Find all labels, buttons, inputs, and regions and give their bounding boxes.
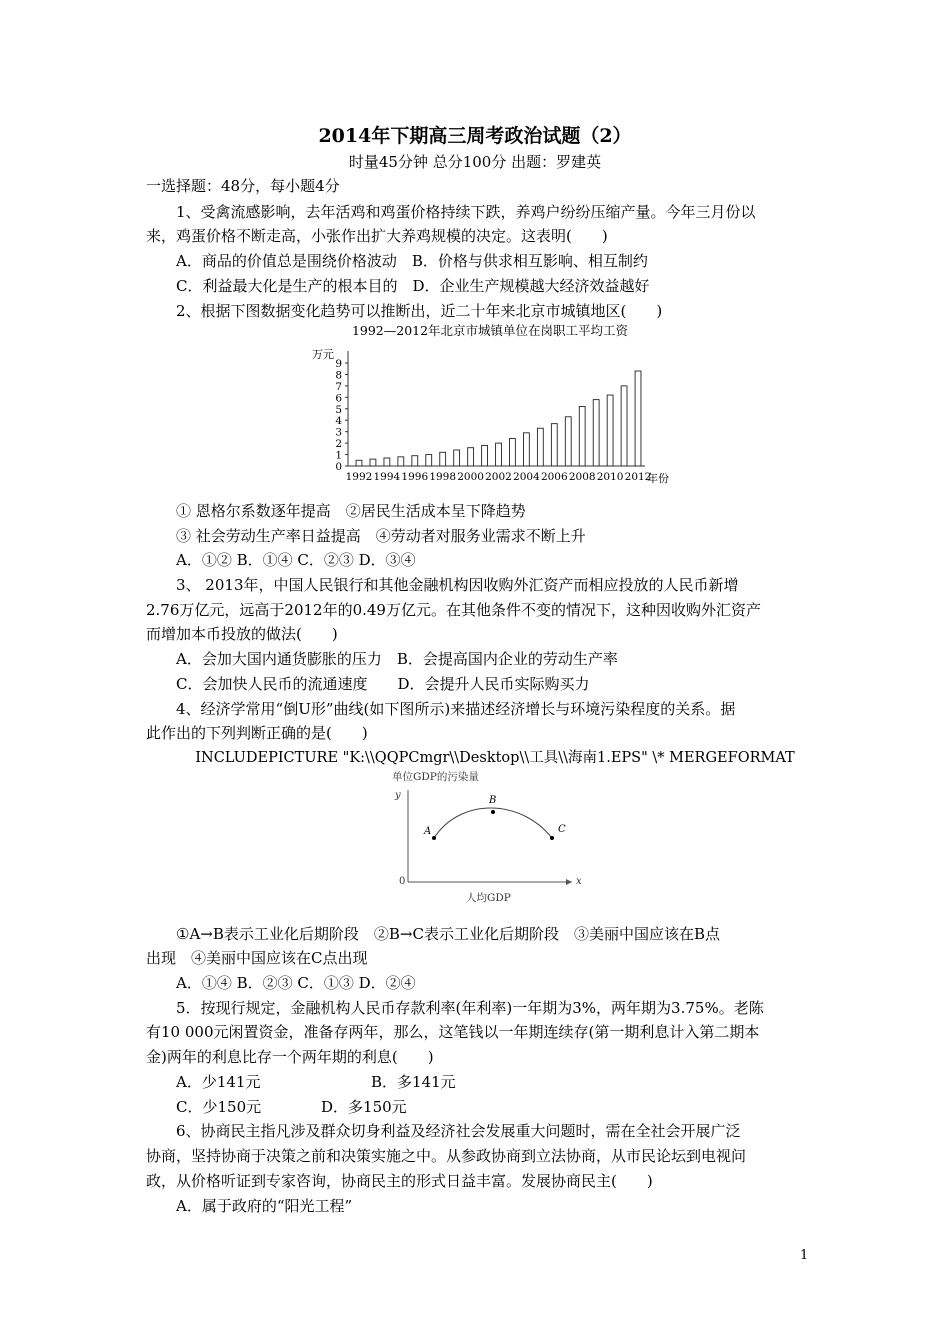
point-a-label: A (424, 826, 432, 837)
chart-x-tick-label: 2006 (540, 471, 568, 483)
q1-options-ab: A．商品的价值总是围绕价格波动 B．价格与供求相互影响、相互制约 (176, 252, 648, 270)
chart-x-tick-label: 1992 (345, 471, 373, 483)
q5-option-c: C．少150元 (176, 1098, 262, 1116)
q3-line2: 2.76万亿元，远高于2012年的0.49万亿元。在其他条件不变的情况下，这种因收购外汇资产 (146, 601, 761, 619)
includepicture-field: INCLUDEPICTURE "K:\\QQPCmgr\\Desktop\\工具\\海南1.EPS" \* MERGEFORMAT (195, 750, 795, 766)
chart-x-tick-label: 2008 (568, 471, 596, 483)
point-b-label: B (489, 795, 497, 806)
inverted-u-curve-figure (390, 768, 590, 908)
chart-y-tick-label: 8 (335, 369, 342, 382)
chart-bar-2000 (468, 448, 474, 466)
chart-x-tick-label: 1996 (401, 471, 429, 483)
chart-x-tick-label: 2004 (513, 471, 540, 483)
chart-bar-2003 (510, 439, 516, 466)
chart-title: 1992—2012年北京市城镇单位在岗职工平均工资 (351, 323, 629, 338)
chart-bar-2012 (635, 371, 641, 466)
chart-bar-1993 (370, 459, 376, 466)
point-c-label: C (558, 824, 566, 835)
chart-y-tick-label: 9 (335, 358, 342, 370)
chart-x-tick-label: 1998 (429, 471, 457, 483)
chart-y-tick-label: 6 (335, 392, 342, 405)
chart-bar-2005 (537, 428, 543, 466)
q2-options-34: ③ 社会劳动生产率日益提高 ④劳动者对服务业需求不断上升 (176, 527, 586, 545)
q5-option-a: A．少141元 (176, 1073, 261, 1091)
chart-y-tick-label: 4 (335, 415, 342, 428)
chart-bar-2010 (607, 395, 613, 466)
chart-bar-1995 (398, 457, 404, 466)
q6-option-a: A．属于政府的“阳光工程” (176, 1197, 353, 1215)
chart-bar-2002 (496, 443, 502, 466)
wage-bar-chart (300, 318, 720, 488)
chart-bar-2007 (565, 417, 571, 466)
q5-option-d: D．多150元 (321, 1098, 407, 1116)
page-title: 2014年下期高三周考政治试题（2） (318, 125, 632, 147)
exam-info: 时量45分钟 总分100分 出题：罗建英 (348, 153, 602, 171)
curve-xlabel: 人均GDP (466, 892, 511, 904)
q5-option-b: B．多141元 (371, 1073, 456, 1091)
chart-y-tick-label: 3 (335, 426, 342, 439)
chart-y-tick-label: 0 (335, 461, 342, 473)
curve-x-axis-label: x (576, 876, 582, 887)
q3-options-cd: C．会加快人民币的流通速度 D．会提升人民币实际购买力 (176, 675, 590, 693)
chart-xlabel: 年份 (647, 472, 669, 485)
point-c (550, 836, 554, 840)
q4-line2: 此作出的下列判断正确的是( ) (146, 724, 368, 742)
chart-y-tick-label: 1 (335, 449, 342, 462)
q4-answers: A．①④ B．②③ C．①③ D．②④ (176, 974, 416, 992)
chart-ylabel: 万元 (312, 348, 334, 361)
q3-options-ab: A．会加大国内通货膨胀的压力 B．会提高国内企业的劳动生产率 (176, 650, 618, 668)
chart-x-tick-label: 2012 (624, 471, 652, 483)
q5-line2: 有10 000元闲置资金，准备存两年，那么，这笔钱以一年期连续存(第一期利息计入第二期本 (146, 1023, 760, 1041)
chart-bar-1992 (356, 460, 362, 466)
page-number: 1 (800, 1248, 809, 1263)
chart-bar-1999 (454, 450, 460, 466)
q6-line2: 协商，坚持协商于决策之前和决策实施之中。从参政协商到立法协商，从市民论坛到电视问 (146, 1147, 747, 1165)
q4-options-2: 出现 ④美丽中国应该在C点出现 (146, 949, 368, 967)
q2-line1: 2、根据下图数据变化趋势可以推断出，近二十年来北京市城镇地区( ) (176, 302, 663, 320)
chart-bar-2009 (593, 400, 599, 466)
q2-answers: A．①② B．①④ C．②③ D．③④ (176, 551, 416, 569)
point-a (432, 836, 436, 840)
q6-line1: 6、协商民主指凡涉及群众切身利益及经济社会发展重大问题时，需在全社会开展广泛 (176, 1122, 741, 1140)
q2-options-12: ① 恩格尔系数逐年提高 ②居民生活成本呈下降趋势 (176, 502, 526, 520)
chart-x-tick-label: 2000 (457, 471, 484, 483)
point-b (491, 810, 495, 814)
q6-line3: 政，从价格听证到专家咨询，协商民主的形式日益丰富。发展协商民主( ) (146, 1172, 653, 1190)
q1-options-cd: C．利益最大化是生产的根本目的 D．企业生产规模越大经济效益越好 (176, 277, 650, 295)
q1-line1: 1、受禽流感影响，去年活鸡和鸡蛋价格持续下跌，养鸡户纷纷压缩产量。今年三月份以 (176, 203, 756, 221)
chart-bar-1994 (384, 458, 390, 466)
chart-bar-2011 (621, 386, 627, 466)
chart-x-tick-label: 1994 (373, 471, 401, 483)
q5-line3: 金)两年的利息比存一个两年期的利息( ) (146, 1048, 434, 1066)
chart-x-tick-label: 2010 (596, 471, 624, 483)
chart-y-tick-label: 7 (335, 380, 342, 393)
curve-ylabel: 单位GDP的污染量 (392, 771, 479, 783)
section-heading: 一选择题：48分，每小题4分 (146, 177, 340, 195)
curve-y-axis-label: y (395, 790, 401, 801)
chart-bar-2008 (579, 406, 585, 466)
curve-origin: 0 (399, 876, 406, 887)
chart-bar-1998 (440, 452, 446, 466)
chart-y-tick-label: 2 (335, 438, 342, 451)
chart-bar-2006 (551, 424, 557, 466)
chart-bar-1996 (412, 456, 418, 466)
q3-line1: 3、 2013年，中国人民银行和其他金融机构因收购外汇资产而相应投放的人民币新增 (176, 576, 739, 594)
chart-y-tick-label: 5 (335, 403, 342, 416)
q4-line1: 4、经济学常用“倒U形”曲线(如下图所示)来描述经济增长与环境污染程度的关系。据 (176, 700, 736, 718)
curve-x-arrow (566, 879, 572, 885)
chart-bar-2001 (482, 445, 488, 466)
q1-line2: 来，鸡蛋价格不断走高，小张作出扩大养鸡规模的决定。这表明( ) (146, 227, 608, 245)
chart-bar-2004 (523, 433, 529, 466)
chart-bar-1997 (426, 455, 432, 466)
chart-x-tick-label: 2002 (485, 471, 512, 483)
q3-line3: 而增加本币投放的做法( ) (146, 625, 338, 643)
q4-options-1: ①A→B表示工业化后期阶段 ②B→C表示工业化后期阶段 ③美丽中国应该在B点 (176, 925, 720, 943)
q5-line1: 5．按现行规定，金融机构人民币存款利率(年利率)一年期为3%，两年期为3.75%。老陈 (176, 999, 764, 1017)
